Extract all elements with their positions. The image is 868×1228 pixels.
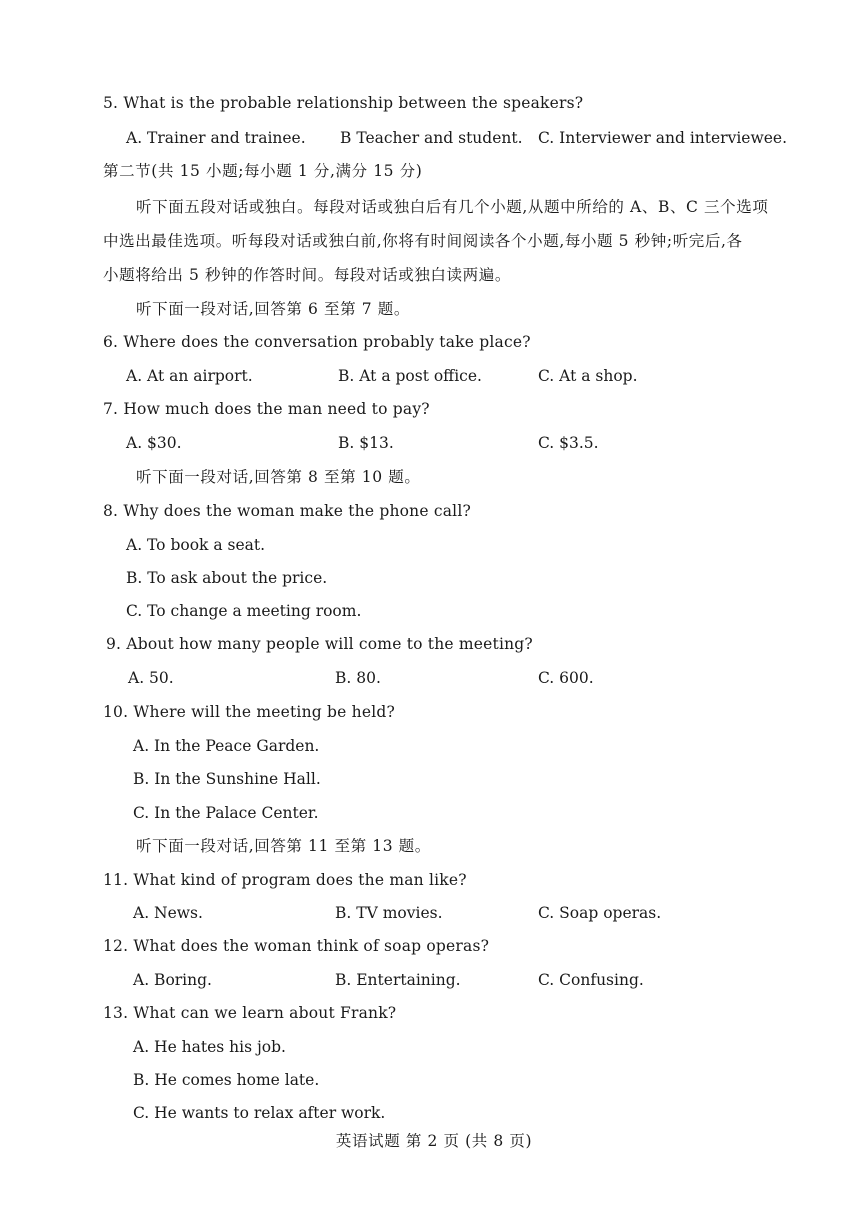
question-8-option-a: A. To book a seat. xyxy=(126,536,266,554)
question-10-option-b: B. In the Sunshine Hall. xyxy=(133,770,321,788)
question-8-option-c: C. To change a meeting room. xyxy=(126,602,362,620)
listening-note-6-7: 听下面一段对话,回答第 6 至第 7 题。 xyxy=(136,300,410,318)
question-9-option-a: A. 50. xyxy=(128,669,174,687)
question-13-stem: 13. What can we learn about Frank? xyxy=(103,1004,397,1022)
listening-note-11-13: 听下面一段对话,回答第 11 至第 13 题。 xyxy=(136,837,431,855)
question-13-option-a: A. He hates his job. xyxy=(133,1038,286,1056)
question-11-option-c: C. Soap operas. xyxy=(538,904,662,922)
question-13-option-b: B. He comes home late. xyxy=(133,1071,320,1089)
question-6-option-b: B. At a post office. xyxy=(338,367,482,385)
question-11-option-a: A. News. xyxy=(133,904,203,922)
instruction-line-3: 小题将给出 5 秒钟的作答时间。每段对话或独白读两遍。 xyxy=(103,266,511,284)
question-12-stem: 12. What does the woman think of soap operas? xyxy=(103,937,490,955)
question-6-option-a: A. At an airport. xyxy=(126,367,253,385)
question-5-option-a: A. Trainer and trainee. xyxy=(126,129,306,147)
question-11-option-b: B. TV movies. xyxy=(335,904,443,922)
question-12-option-b: B. Entertaining. xyxy=(335,971,461,989)
question-6-option-c: C. At a shop. xyxy=(538,367,638,385)
instruction-line-1: 听下面五段对话或独白。每段对话或独白后有几个小题,从题中所给的 A、B、C 三个选项 xyxy=(136,198,769,216)
question-7-stem: 7. How much does the man need to pay? xyxy=(103,400,430,418)
question-11-stem: 11. What kind of program does the man like? xyxy=(103,871,467,889)
question-12-option-a: A. Boring. xyxy=(133,971,212,989)
instruction-line-2: 中选出最佳选项。听每段对话或独白前,你将有时间阅读各个小题,每小题 5 秒钟;听完后,各 xyxy=(103,232,743,250)
question-6-stem: 6. Where does the conversation probably take place? xyxy=(103,333,531,351)
question-10-option-c: C. In the Palace Center. xyxy=(133,804,319,822)
question-8-stem: 8. Why does the woman make the phone call? xyxy=(103,502,471,520)
question-13-option-c: C. He wants to relax after work. xyxy=(133,1104,386,1122)
page-footer: 英语试题 第 2 页 (共 8 页) xyxy=(335,1132,533,1150)
question-9-option-b: B. 80. xyxy=(335,669,381,687)
question-9-option-c: C. 600. xyxy=(538,669,594,687)
question-5-stem: 5. What is the probable relationship between the speakers? xyxy=(103,94,584,112)
question-10-stem: 10. Where will the meeting be held? xyxy=(103,703,395,721)
question-5-option-b: B Teacher and student. xyxy=(340,129,523,147)
question-8-option-b: B. To ask about the price. xyxy=(126,569,328,587)
question-7-option-c: C. $3.5. xyxy=(538,434,599,452)
question-7-option-b: B. $13. xyxy=(338,434,394,452)
section-2-heading: 第二节(共 15 小题;每小题 1 分,满分 15 分) xyxy=(103,162,423,180)
question-5-option-c: C. Interviewer and interviewee. xyxy=(538,129,787,147)
question-9-stem: 9. About how many people will come to the meeting? xyxy=(106,635,533,653)
listening-note-8-10: 听下面一段对话,回答第 8 至第 10 题。 xyxy=(136,468,421,486)
question-12-option-c: C. Confusing. xyxy=(538,971,644,989)
question-10-option-a: A. In the Peace Garden. xyxy=(133,737,320,755)
question-7-option-a: A. $30. xyxy=(126,434,182,452)
